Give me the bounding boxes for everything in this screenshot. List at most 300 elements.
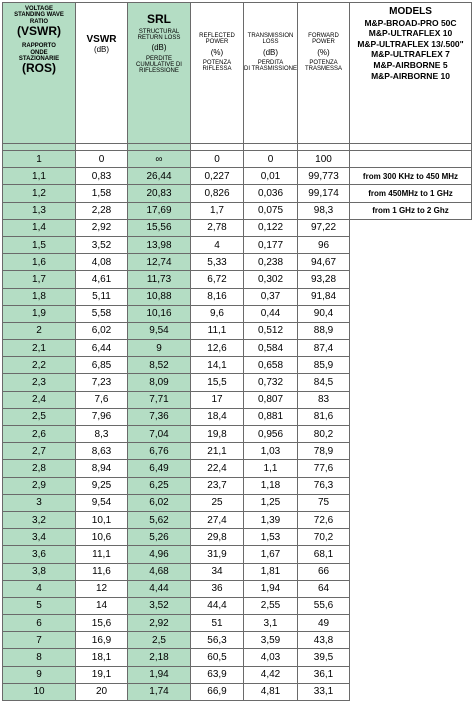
header-vswr-ratio-line2: STANDING WAVE <box>14 12 64 19</box>
header-transmission-it1: PERDITA <box>257 59 284 66</box>
vswr-ratio-cell: 2 <box>3 322 76 339</box>
vswr-db-cell: 9,54 <box>76 494 128 511</box>
table-row <box>3 426 472 443</box>
srl-cell: 1,94 <box>128 666 191 683</box>
transmission-cell: 4,42 <box>244 666 298 683</box>
reflected-cell: 8,16 <box>191 288 244 305</box>
frequency-note: from 450MHz to 1 GHz <box>350 185 472 202</box>
vswr-ratio-cell: 1 <box>3 151 76 168</box>
forward-cell: 76,3 <box>298 477 350 494</box>
reflected-cell: 21,1 <box>191 443 244 460</box>
vswr-ratio-cell: 9 <box>3 666 76 683</box>
transmission-cell: 1,53 <box>244 529 298 546</box>
header-vswr-abbr: (VSWR) <box>17 23 61 38</box>
forward-cell: 68,1 <box>298 546 350 563</box>
blank-cell <box>350 426 472 443</box>
transmission-cell: 0,44 <box>244 305 298 322</box>
blank-cell <box>350 477 472 494</box>
header-reflected <box>191 3 244 144</box>
srl-cell: 13,98 <box>128 236 191 253</box>
header-reflected-t1: REFLECTED <box>199 33 235 39</box>
forward-cell: 64 <box>298 580 350 597</box>
forward-cell: 99,174 <box>298 185 350 202</box>
reflected-cell: 9,6 <box>191 305 244 322</box>
vswr-ratio-cell: 6 <box>3 615 76 632</box>
vswr-ratio-cell: 7 <box>3 632 76 649</box>
srl-cell: ∞ <box>128 151 191 168</box>
vswr-ratio-cell: 8 <box>3 649 76 666</box>
reflected-cell: 23,7 <box>191 477 244 494</box>
vswr-db-cell: 7,96 <box>76 408 128 425</box>
forward-cell: 88,9 <box>298 322 350 339</box>
srl-cell: 4,96 <box>128 546 191 563</box>
reflected-cell: 63,9 <box>191 666 244 683</box>
table-row <box>3 151 472 168</box>
vswr-ratio-cell: 3,2 <box>3 511 76 528</box>
table-row <box>3 546 472 563</box>
models-title: MODELS <box>389 6 432 17</box>
table-row <box>3 219 472 236</box>
header-ros-abbr: (ROS) <box>22 61 56 76</box>
reflected-cell: 19,8 <box>191 426 244 443</box>
blank-cell <box>350 357 472 374</box>
reflected-cell: 29,8 <box>191 529 244 546</box>
table-row <box>3 322 472 339</box>
reflected-cell: 51 <box>191 615 244 632</box>
header-srl-it3: RIFLESSIONE <box>139 68 179 75</box>
reflected-cell: 0 <box>191 151 244 168</box>
vswr-db-cell: 7,23 <box>76 374 128 391</box>
blank-cell <box>350 632 472 649</box>
forward-cell: 36,1 <box>298 666 350 683</box>
srl-cell: 8,09 <box>128 374 191 391</box>
vswr-db-cell: 20 <box>76 683 128 700</box>
frequency-note: from 300 KHz to 450 MHz <box>350 168 472 185</box>
srl-cell: 6,76 <box>128 443 191 460</box>
blank-cell <box>350 546 472 563</box>
reflected-cell: 12,6 <box>191 340 244 357</box>
transmission-cell: 4,81 <box>244 683 298 700</box>
reflected-cell: 18,4 <box>191 408 244 425</box>
header-transmission-it2: DI TRASMISSIONE <box>244 66 297 73</box>
transmission-cell: 4,03 <box>244 649 298 666</box>
blank-cell <box>350 391 472 408</box>
vswr-db-cell: 8,63 <box>76 443 128 460</box>
vswr-ratio-cell: 2,5 <box>3 408 76 425</box>
forward-cell: 77,6 <box>298 460 350 477</box>
header-vswr-db-title: VSWR <box>86 34 117 45</box>
forward-cell: 33,1 <box>298 683 350 700</box>
header-forward-t1: FORWARD <box>308 33 339 39</box>
transmission-cell: 0,01 <box>244 168 298 185</box>
table-row <box>3 443 472 460</box>
vswr-ratio-cell: 1,8 <box>3 288 76 305</box>
vswr-ratio-cell: 1,3 <box>3 202 76 219</box>
vswr-db-cell: 10,6 <box>76 529 128 546</box>
table-row <box>3 357 472 374</box>
reflected-cell: 27,4 <box>191 511 244 528</box>
header-ros-line3: STAZIONARIE <box>18 56 60 63</box>
forward-cell: 66 <box>298 563 350 580</box>
vswr-ratio-cell: 1,2 <box>3 185 76 202</box>
blank-cell <box>350 305 472 322</box>
srl-cell: 7,36 <box>128 408 191 425</box>
reflected-cell: 5,33 <box>191 254 244 271</box>
vswr-db-cell: 6,44 <box>76 340 128 357</box>
vswr-db-cell: 7,6 <box>76 391 128 408</box>
vswr-ratio-cell: 1,1 <box>3 168 76 185</box>
blank-cell <box>350 340 472 357</box>
header-reflected-t2: POWER <box>205 39 229 46</box>
table-row <box>3 494 472 511</box>
forward-cell: 98,3 <box>298 202 350 219</box>
vswr-ratio-cell: 1,4 <box>3 219 76 236</box>
srl-cell: 26,44 <box>128 168 191 185</box>
reflected-cell: 25 <box>191 494 244 511</box>
blank-cell <box>350 649 472 666</box>
header-transmission-t1: TRANSMISSION <box>247 33 294 39</box>
reflected-cell: 2,78 <box>191 219 244 236</box>
header-forward-unit: (%) <box>317 47 330 57</box>
vswr-db-cell: 4,08 <box>76 254 128 271</box>
vswr-ratio-cell: 3,8 <box>3 563 76 580</box>
header-transmission-unit: (dB) <box>262 47 279 57</box>
srl-cell: 4,68 <box>128 563 191 580</box>
vswr-ratio-cell: 1,5 <box>3 236 76 253</box>
vswr-db-cell: 6,85 <box>76 357 128 374</box>
reflected-cell: 0,227 <box>191 168 244 185</box>
srl-cell: 6,25 <box>128 477 191 494</box>
vswr-ratio-cell: 3,4 <box>3 529 76 546</box>
reflected-cell: 6,72 <box>191 271 244 288</box>
blank-cell <box>350 511 472 528</box>
forward-cell: 80,2 <box>298 426 350 443</box>
header-vswr-ratio <box>3 3 76 144</box>
header-row <box>3 3 472 144</box>
vswr-db-cell: 4,61 <box>76 271 128 288</box>
forward-cell: 99,773 <box>298 168 350 185</box>
reflected-cell: 60,5 <box>191 649 244 666</box>
reflected-cell: 4 <box>191 236 244 253</box>
vswr-db-cell: 12 <box>76 580 128 597</box>
blank-cell <box>350 683 472 700</box>
srl-cell: 2,5 <box>128 632 191 649</box>
header-vswr-ratio-line3: RATIO <box>29 18 49 25</box>
transmission-cell: 1,67 <box>244 546 298 563</box>
forward-cell: 94,67 <box>298 254 350 271</box>
forward-cell: 43,8 <box>298 632 350 649</box>
model-item: M&P-BROAD-PRO 50C <box>364 17 457 28</box>
forward-cell: 97,22 <box>298 219 350 236</box>
forward-cell: 85,9 <box>298 357 350 374</box>
transmission-cell: 1,39 <box>244 511 298 528</box>
vswr-ratio-cell: 3 <box>3 494 76 511</box>
srl-cell: 3,52 <box>128 597 191 614</box>
vswr-db-cell: 0 <box>76 151 128 168</box>
vswr-ratio-cell: 2,9 <box>3 477 76 494</box>
srl-cell: 9 <box>128 340 191 357</box>
forward-cell: 39,5 <box>298 649 350 666</box>
forward-cell: 55,6 <box>298 597 350 614</box>
table-row <box>3 615 472 632</box>
vswr-db-cell: 2,28 <box>76 202 128 219</box>
blank-cell <box>350 322 472 339</box>
vswr-ratio-cell: 1,7 <box>3 271 76 288</box>
vswr-db-cell: 18,1 <box>76 649 128 666</box>
forward-cell: 49 <box>298 615 350 632</box>
header-reflected-it1: POTENZA <box>202 59 232 66</box>
header-reflected-it2: RIFLESSA <box>202 66 232 73</box>
srl-cell: 7,04 <box>128 426 191 443</box>
srl-cell: 20,83 <box>128 185 191 202</box>
header-vswr-db-unit: (dB) <box>93 44 110 54</box>
transmission-cell: 1,18 <box>244 477 298 494</box>
transmission-cell: 0,122 <box>244 219 298 236</box>
srl-cell: 9,54 <box>128 322 191 339</box>
vswr-ratio-cell: 2,1 <box>3 340 76 357</box>
blank-cell <box>350 597 472 614</box>
header-srl-sub2: RETURN LOSS <box>137 34 181 41</box>
table-row <box>3 288 472 305</box>
blank-cell <box>350 494 472 511</box>
header-vswr-ratio-line1: VOLTAGE <box>24 6 54 12</box>
reflected-cell: 34 <box>191 563 244 580</box>
vswr-db-cell: 14 <box>76 597 128 614</box>
vswr-ratio-cell: 3,6 <box>3 546 76 563</box>
reflected-cell: 66,9 <box>191 683 244 700</box>
vswr-db-cell: 10,1 <box>76 511 128 528</box>
forward-cell: 84,5 <box>298 374 350 391</box>
srl-cell: 1,74 <box>128 683 191 700</box>
separator-row <box>3 144 472 151</box>
forward-cell: 96 <box>298 236 350 253</box>
blank-cell <box>350 666 472 683</box>
transmission-cell: 1,1 <box>244 460 298 477</box>
table-row <box>3 202 472 219</box>
srl-cell: 8,52 <box>128 357 191 374</box>
vswr-ratio-cell: 1,6 <box>3 254 76 271</box>
vswr-db-cell: 5,58 <box>76 305 128 322</box>
transmission-cell: 0,807 <box>244 391 298 408</box>
vswr-ratio-cell: 2,3 <box>3 374 76 391</box>
transmission-cell: 0,075 <box>244 202 298 219</box>
blank-cell <box>350 288 472 305</box>
vswr-db-cell: 11,6 <box>76 563 128 580</box>
blank-cell <box>350 460 472 477</box>
transmission-cell: 0,238 <box>244 254 298 271</box>
transmission-cell: 0,302 <box>244 271 298 288</box>
vswr-db-cell: 11,1 <box>76 546 128 563</box>
transmission-cell: 3,1 <box>244 615 298 632</box>
table-row <box>3 649 472 666</box>
vswr-db-cell: 8,3 <box>76 426 128 443</box>
table-row <box>3 632 472 649</box>
table-row <box>3 477 472 494</box>
header-models <box>350 3 472 144</box>
vswr-db-cell: 5,11 <box>76 288 128 305</box>
model-item: M&P-ULTRAFLEX 10 <box>368 28 453 39</box>
vswr-ratio-cell: 10 <box>3 683 76 700</box>
vswr-db-cell: 2,92 <box>76 219 128 236</box>
vswr-conversion-table <box>2 2 472 701</box>
vswr-db-cell: 9,25 <box>76 477 128 494</box>
reflected-cell: 1,7 <box>191 202 244 219</box>
reflected-cell: 31,9 <box>191 546 244 563</box>
header-vswr-db <box>76 3 128 144</box>
transmission-cell: 3,59 <box>244 632 298 649</box>
blank-cell <box>350 271 472 288</box>
srl-cell: 5,62 <box>128 511 191 528</box>
blank-cell <box>350 529 472 546</box>
table-row <box>3 580 472 597</box>
table-row <box>3 666 472 683</box>
model-item: M&P-AIRBORNE 5 <box>373 60 448 70</box>
reflected-cell: 36 <box>191 580 244 597</box>
srl-cell: 10,88 <box>128 288 191 305</box>
transmission-cell: 0,658 <box>244 357 298 374</box>
transmission-cell: 2,55 <box>244 597 298 614</box>
srl-cell: 17,69 <box>128 202 191 219</box>
forward-cell: 87,4 <box>298 340 350 357</box>
srl-cell: 6,49 <box>128 460 191 477</box>
table-row <box>3 271 472 288</box>
table-row <box>3 391 472 408</box>
vswr-ratio-cell: 2,7 <box>3 443 76 460</box>
blank-cell <box>350 580 472 597</box>
srl-cell: 2,92 <box>128 615 191 632</box>
srl-cell: 6,02 <box>128 494 191 511</box>
vswr-ratio-cell: 1,9 <box>3 305 76 322</box>
vswr-ratio-cell: 2,4 <box>3 391 76 408</box>
table-row <box>3 460 472 477</box>
forward-cell: 93,28 <box>298 271 350 288</box>
srl-cell: 15,56 <box>128 219 191 236</box>
blank-cell <box>350 615 472 632</box>
vswr-db-cell: 8,94 <box>76 460 128 477</box>
table-row <box>3 529 472 546</box>
table-row <box>3 254 472 271</box>
reflected-cell: 17 <box>191 391 244 408</box>
forward-cell: 72,6 <box>298 511 350 528</box>
table-row <box>3 683 472 700</box>
vswr-db-cell: 6,02 <box>76 322 128 339</box>
vswr-ratio-cell: 2,8 <box>3 460 76 477</box>
vswr-ratio-cell: 4 <box>3 580 76 597</box>
header-reflected-unit: (%) <box>210 47 224 57</box>
header-transmission-t2: LOSS <box>262 39 279 46</box>
header-srl <box>128 3 191 144</box>
table-row <box>3 340 472 357</box>
table-row <box>3 597 472 614</box>
header-forward <box>298 3 350 144</box>
transmission-cell: 1,94 <box>244 580 298 597</box>
reflected-cell: 14,1 <box>191 357 244 374</box>
model-item: M&P-AIRBORNE 10 <box>371 70 450 81</box>
reflected-cell: 11,1 <box>191 322 244 339</box>
forward-cell: 100 <box>298 151 350 168</box>
reflected-cell: 56,3 <box>191 632 244 649</box>
vswr-db-cell: 1,58 <box>76 185 128 202</box>
table-row <box>3 168 472 185</box>
vswr-db-cell: 16,9 <box>76 632 128 649</box>
model-item: M&P-ULTRAFLEX 13/.500" <box>357 38 464 49</box>
vswr-db-cell: 3,52 <box>76 236 128 253</box>
transmission-cell: 0,584 <box>244 340 298 357</box>
header-ros-line2: ONDE <box>30 49 48 56</box>
transmission-cell: 0,177 <box>244 236 298 253</box>
vswr-db-cell: 19,1 <box>76 666 128 683</box>
blank-cell <box>350 443 472 460</box>
header-srl-unit: (dB) <box>151 43 167 53</box>
reflected-cell: 15,5 <box>191 374 244 391</box>
header-srl-it1: PERDITE <box>145 55 172 62</box>
transmission-cell: 0,881 <box>244 408 298 425</box>
table-row <box>3 408 472 425</box>
forward-cell: 81,6 <box>298 408 350 425</box>
blank-cell <box>350 219 472 236</box>
reflected-cell: 44,4 <box>191 597 244 614</box>
transmission-cell: 0 <box>244 151 298 168</box>
srl-cell: 4,44 <box>128 580 191 597</box>
header-ros-line1: RAPPORTO <box>22 43 56 50</box>
srl-cell: 10,16 <box>128 305 191 322</box>
forward-cell: 70,2 <box>298 529 350 546</box>
forward-cell: 83 <box>298 391 350 408</box>
forward-cell: 78,9 <box>298 443 350 460</box>
vswr-ratio-cell: 5 <box>3 597 76 614</box>
blank-cell <box>350 236 472 253</box>
forward-cell: 75 <box>298 494 350 511</box>
srl-cell: 2,18 <box>128 649 191 666</box>
vswr-db-cell: 15,6 <box>76 615 128 632</box>
reflected-cell: 0,826 <box>191 185 244 202</box>
table-row <box>3 185 472 202</box>
transmission-cell: 1,03 <box>244 443 298 460</box>
header-srl-it2: CUMULATIVE DI <box>136 61 182 68</box>
srl-cell: 11,73 <box>128 271 191 288</box>
transmission-cell: 0,956 <box>244 426 298 443</box>
table-row <box>3 305 472 322</box>
header-forward-it2: TRASMESSA <box>304 66 342 73</box>
transmission-cell: 0,036 <box>244 185 298 202</box>
table-row <box>3 236 472 253</box>
frequency-note: from 1 GHz to 2 Ghz <box>350 202 472 219</box>
table-row <box>3 374 472 391</box>
table-row <box>3 511 472 528</box>
transmission-cell: 0,37 <box>244 288 298 305</box>
header-srl-sub1: STRUCTURAL <box>138 28 180 35</box>
header-transmission <box>244 3 298 144</box>
blank-cell <box>350 563 472 580</box>
vswr-db-cell: 0,83 <box>76 168 128 185</box>
blank-cell <box>350 374 472 391</box>
transmission-cell: 0,512 <box>244 322 298 339</box>
blank-cell <box>350 408 472 425</box>
transmission-cell: 1,25 <box>244 494 298 511</box>
models-spacer-cell <box>350 151 472 168</box>
model-item: M&P-ULTRAFLEX 7 <box>371 49 450 60</box>
srl-cell: 7,71 <box>128 391 191 408</box>
header-forward-it1: POTENZA <box>309 59 338 66</box>
transmission-cell: 1,81 <box>244 563 298 580</box>
forward-cell: 90,4 <box>298 305 350 322</box>
header-forward-t2: POWER <box>312 39 335 46</box>
forward-cell: 91,84 <box>298 288 350 305</box>
vswr-ratio-cell: 2,6 <box>3 426 76 443</box>
header-srl-title: SRL <box>147 12 171 26</box>
vswr-ratio-cell: 2,2 <box>3 357 76 374</box>
reflected-cell: 22,4 <box>191 460 244 477</box>
